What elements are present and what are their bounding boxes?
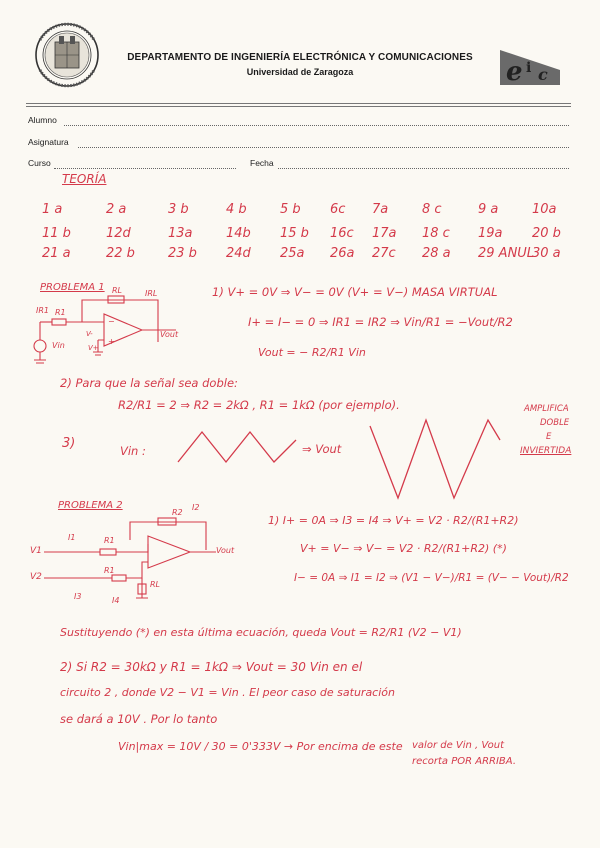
teoria-answer: 15 b (280, 226, 309, 241)
p2-line-6: circuito 2 , donde V2 − V1 = Vin . El peor caso de saturación (60, 686, 395, 699)
teoria-answer: 9 a (478, 202, 499, 217)
p1-vplus: V+ (88, 344, 99, 352)
teoria-answer: 26a (330, 246, 355, 261)
teoria-answer: 8 c (422, 202, 442, 217)
p2-line-2: V+ = V− ⇒ V− = V2 · R2/(R1+R2) (*) (300, 542, 507, 555)
p1-ir1: IR1 (36, 306, 50, 315)
alumno-label: Alumno (28, 115, 57, 125)
p2-r1-top: R1 (104, 536, 115, 545)
p1-line-4: 2) Para que la señal sea doble: (60, 376, 238, 390)
p1-note-3: E (546, 432, 552, 442)
teoria-title: TEORÍA (62, 172, 107, 186)
p1-line-7: Vin : (120, 444, 146, 458)
teoria-answer: 27c (372, 246, 396, 261)
p1-vminus-sign: − (108, 317, 115, 326)
p2-rl: RL (150, 580, 161, 589)
p2-line-9: valor de Vin , Vout (412, 740, 505, 751)
department-title: DEPARTAMENTO DE INGENIERÍA ELECTRÓNICA Y COMUNICACIONES (127, 52, 473, 63)
teoria-answer: 2 a (106, 202, 127, 217)
p1-line-5: R2/R1 = 2 ⇒ R2 = 2kΩ , R1 = 1kΩ (por ejemplo). (118, 398, 400, 412)
p1-note-2: DOBLE (540, 418, 570, 428)
p1-line-6: 3) (62, 436, 76, 451)
teoria-answer: 28 a (422, 246, 451, 261)
fecha-label: Fecha (250, 158, 274, 168)
teoria-answer: 11 b (42, 226, 71, 241)
p2-i3: I3 (74, 592, 82, 601)
teoria-answer: 25a (280, 246, 305, 261)
teoria-answer: 17a (372, 226, 397, 241)
problema2-title: PROBLEMA 2 (58, 500, 123, 511)
teoria-answer: 13a (168, 226, 193, 241)
svg-text:i: i (526, 60, 532, 76)
p2-v1: V1 (30, 546, 42, 556)
p1-line-2: I+ = I− = 0 ⇒ IR1 = IR2 ⇒ Vin/R1 = −Vout/R2 (248, 315, 513, 329)
teoria-answer: 6c (330, 202, 346, 217)
p2-line-1: 1) I+ = 0A ⇒ I3 = I4 ⇒ V+ = V2 · R2/(R1+R2) (268, 514, 519, 527)
p1-vplus-sign: + (108, 337, 115, 346)
p2-line-8: Vin|max = 10V / 30 = 0'333V → Por encima de este (118, 740, 403, 753)
teoria-answer: 3 b (168, 202, 189, 217)
curso-label: Curso (28, 158, 51, 168)
teoria-answer: 16c (330, 226, 354, 241)
svg-text:c: c (538, 65, 548, 84)
p2-line-3: I− = 0A ⇒ I1 = I2 ⇒ (V1 − V−)/R1 = (V− − Vout)/R2 (294, 572, 569, 584)
p2-line-10: recorta POR ARRIBA. (412, 756, 516, 767)
p1-line-3: Vout = − R2/R1 Vin (258, 346, 366, 359)
p1-note-4: INVIERTIDA (520, 446, 572, 456)
svg-text:e: e (506, 57, 523, 87)
p2-r1-bottom: R1 (104, 566, 115, 575)
teoria-answer: 7a (372, 202, 389, 217)
p2-line-4: Sustituyendo (*) en esta última ecuación, queda Vout = R2/R1 (V2 − V1) (60, 626, 462, 639)
p1-vminus: V- (86, 330, 93, 338)
teoria-answer: 21 a (42, 246, 71, 261)
p2-line-5: 2) Si R2 = 30kΩ y R1 = 1kΩ ⇒ Vout = 30 Vin en el (60, 660, 363, 674)
p2-vout: Vout (216, 546, 235, 555)
p2-i4: I4 (112, 596, 120, 605)
teoria-answer: 23 b (168, 246, 197, 261)
problema1-title: PROBLEMA 1 (40, 282, 105, 293)
p2-v2: V2 (30, 572, 42, 582)
teoria-answer: 18 c (422, 226, 450, 241)
p1-r1: R1 (55, 308, 66, 317)
teoria-answer: 10a (532, 202, 557, 217)
p1-note-1: AMPLIFICA (524, 404, 569, 414)
teoria-answer: 12d (106, 226, 131, 241)
teoria-answer: 20 b (532, 226, 561, 241)
p2-line-7: se dará a 10V . Por lo tanto (60, 712, 218, 726)
p1-vout: Vout (160, 330, 179, 339)
university-name: Universidad de Zaragoza (246, 67, 354, 77)
p1-vin: Vin (52, 341, 65, 350)
teoria-answer: 24d (226, 246, 251, 261)
teoria-answer: 5 b (280, 202, 301, 217)
p2-i2: I2 (192, 503, 200, 512)
teoria-answer: 1 a (42, 202, 63, 217)
teoria-answer: 29 ANUL (478, 246, 535, 261)
teoria-answer: 14b (226, 226, 251, 241)
asignatura-label: Asignatura (28, 137, 69, 147)
p1-line-1: 1) V+ = 0V ⇒ V− = 0V (V+ = V−) MASA VIRTUAL (212, 285, 498, 299)
p1-rl: RL (112, 286, 123, 295)
teoria-answer: 30 a (532, 246, 561, 261)
p1-irl: IRL (145, 289, 158, 298)
p2-i1: I1 (68, 533, 76, 542)
teoria-answer: 22 b (106, 246, 135, 261)
p2-r2: R2 (172, 508, 183, 517)
teoria-answer: 19a (478, 226, 503, 241)
p1-line-8: ⇒ Vout (302, 442, 342, 456)
teoria-answer: 4 b (226, 202, 247, 217)
